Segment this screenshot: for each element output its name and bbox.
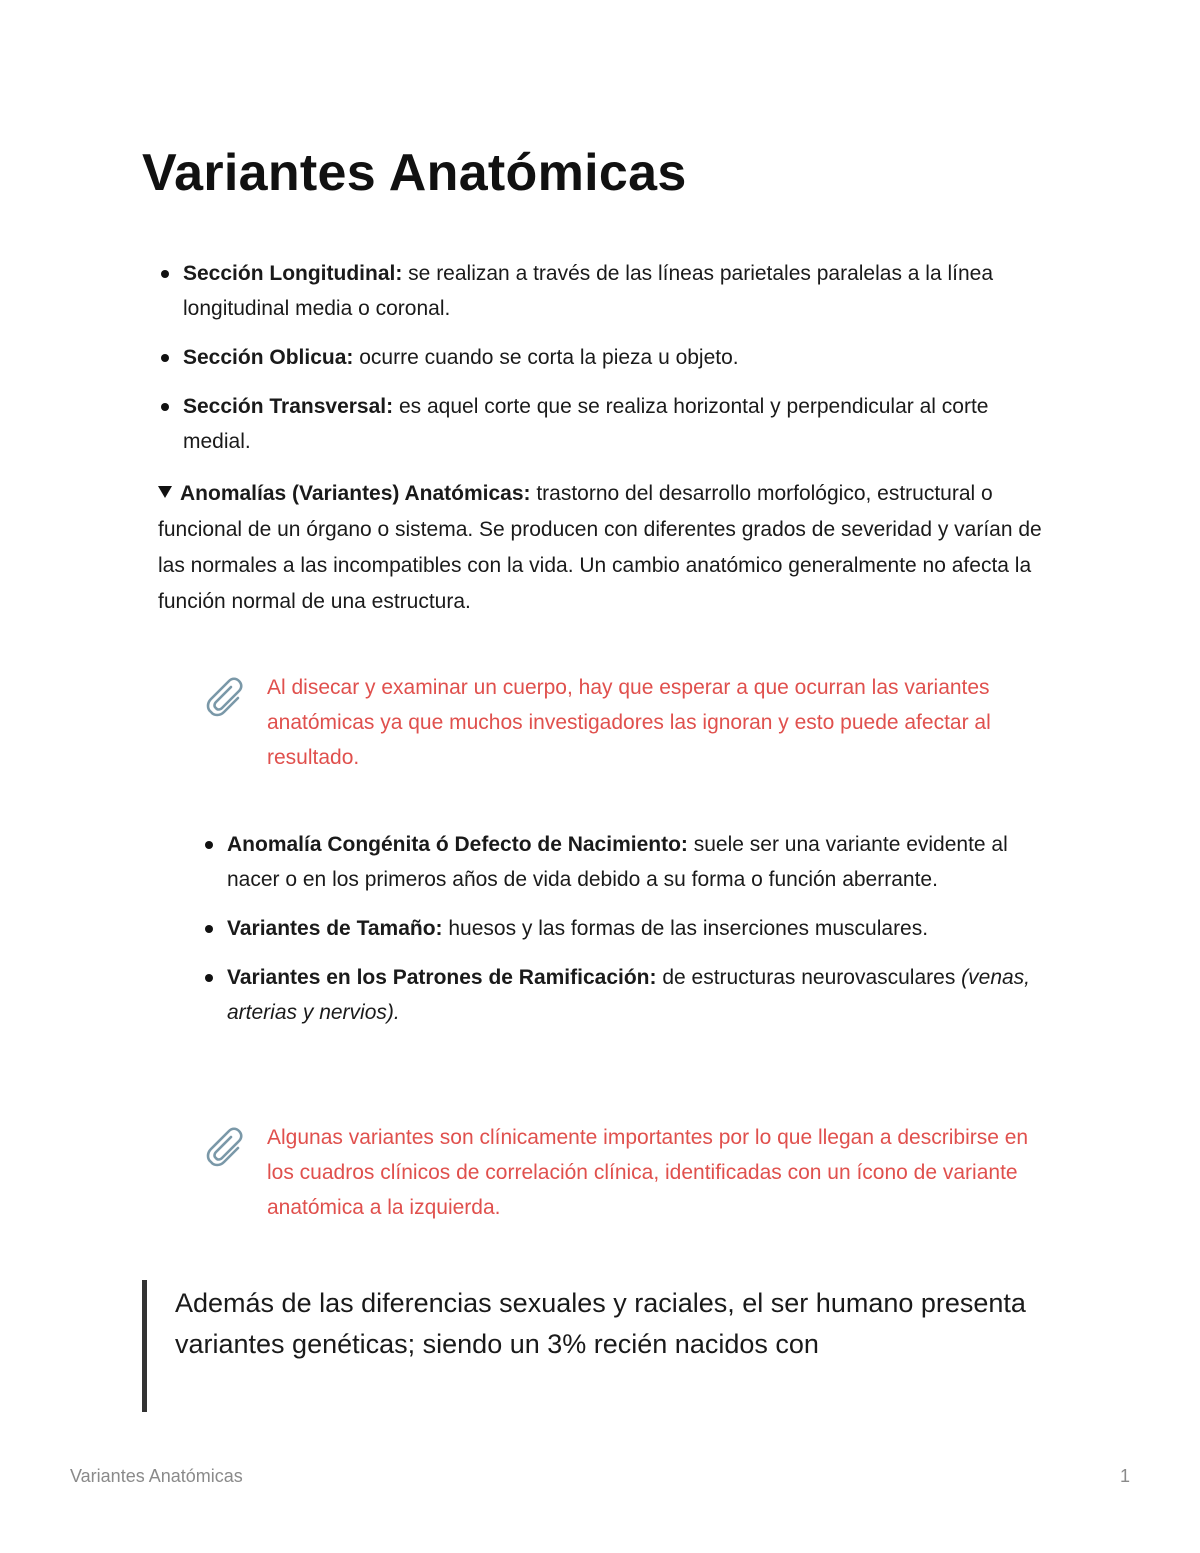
toggle-block bbox=[158, 476, 1063, 620]
list-item-term: Variantes de Tamaño: bbox=[227, 917, 443, 940]
toggle-term: Anomalías (Variantes) Anatómicas: bbox=[180, 482, 531, 505]
bullet-icon bbox=[161, 403, 169, 411]
bullet-icon bbox=[205, 925, 213, 933]
blockquote bbox=[142, 1280, 1047, 1412]
list-item bbox=[227, 911, 1057, 946]
callout bbox=[205, 670, 1035, 775]
footer-title: Variantes Anatómicas bbox=[70, 1466, 243, 1486]
list-item bbox=[227, 827, 1057, 897]
bullet-icon bbox=[161, 354, 169, 362]
toggle-triangle-icon[interactable] bbox=[158, 486, 172, 498]
list-item-text: se realizan a través de las líneas parietales paralelas a la línea longitudinal media o coronal. bbox=[183, 262, 994, 320]
paperclip-icon bbox=[205, 1124, 251, 1170]
list-item-text: suele ser una variante evidente al nacer o en los primeros años de vida debido a su forma o función aberrante. bbox=[227, 833, 1008, 891]
bullet-icon bbox=[205, 841, 213, 849]
list-item-term: Anomalía Congénita ó Defecto de Nacimiento: bbox=[227, 833, 688, 856]
variants-list bbox=[227, 827, 1057, 1044]
callout-text: Al disecar y examinar un cuerpo, hay que esperar a que ocurran las variantes anatómicas ya que muchos investigadores las ignoran y esto puede afectar al resultado. bbox=[267, 676, 991, 769]
list-item-text: de estructuras neurovasculares bbox=[656, 966, 962, 989]
page-number: 1 bbox=[1119, 1466, 1130, 1486]
blockquote-text: Además de las diferencias sexuales y raciales, el ser humano presenta variantes genéticas; siendo un 3% recién nacidos con bbox=[175, 1288, 1026, 1359]
paperclip-icon bbox=[205, 674, 251, 720]
toggle-text: trastorno del desarrollo morfológico, estructural o funcional de un órgano o sistema. Se producen con diferentes grados de severidad y varían de las normales a las incompatibles con la vida. Un cambio anatómico generalmente no afecta la función normal de una estructura. bbox=[158, 482, 1042, 613]
list-item-term: Variantes en los Patrones de Ramificación: bbox=[227, 966, 657, 989]
list-item-term: Sección Oblicua: bbox=[183, 346, 354, 369]
sections-list bbox=[183, 256, 1053, 473]
list-item bbox=[183, 389, 1053, 459]
list-item-text: es aquel corte que se realiza horizontal y perpendicular al corte medial. bbox=[183, 395, 989, 453]
list-item bbox=[183, 256, 1053, 326]
callout-text: Algunas variantes son clínicamente importantes por lo que llegan a describirse en los cuadros clínicos de correlación clínica, identificadas con un ícono de variante anatómica a la izquierda. bbox=[267, 1126, 1029, 1219]
list-item-italic: (venas, arterias y nervios). bbox=[227, 966, 1031, 1024]
list-item-term: Sección Transversal: bbox=[183, 395, 394, 418]
list-item bbox=[227, 960, 1057, 1030]
bullet-icon bbox=[161, 270, 169, 278]
callout bbox=[205, 1120, 1035, 1225]
list-item-text: huesos y las formas de las inserciones musculares. bbox=[442, 917, 929, 940]
list-item bbox=[183, 340, 1053, 375]
page-title: Variantes Anatómicas bbox=[142, 144, 687, 202]
list-item-text: ocurre cuando se corta la pieza u objeto. bbox=[353, 346, 739, 369]
bullet-icon bbox=[205, 974, 213, 982]
list-item-term: Sección Longitudinal: bbox=[183, 262, 403, 285]
